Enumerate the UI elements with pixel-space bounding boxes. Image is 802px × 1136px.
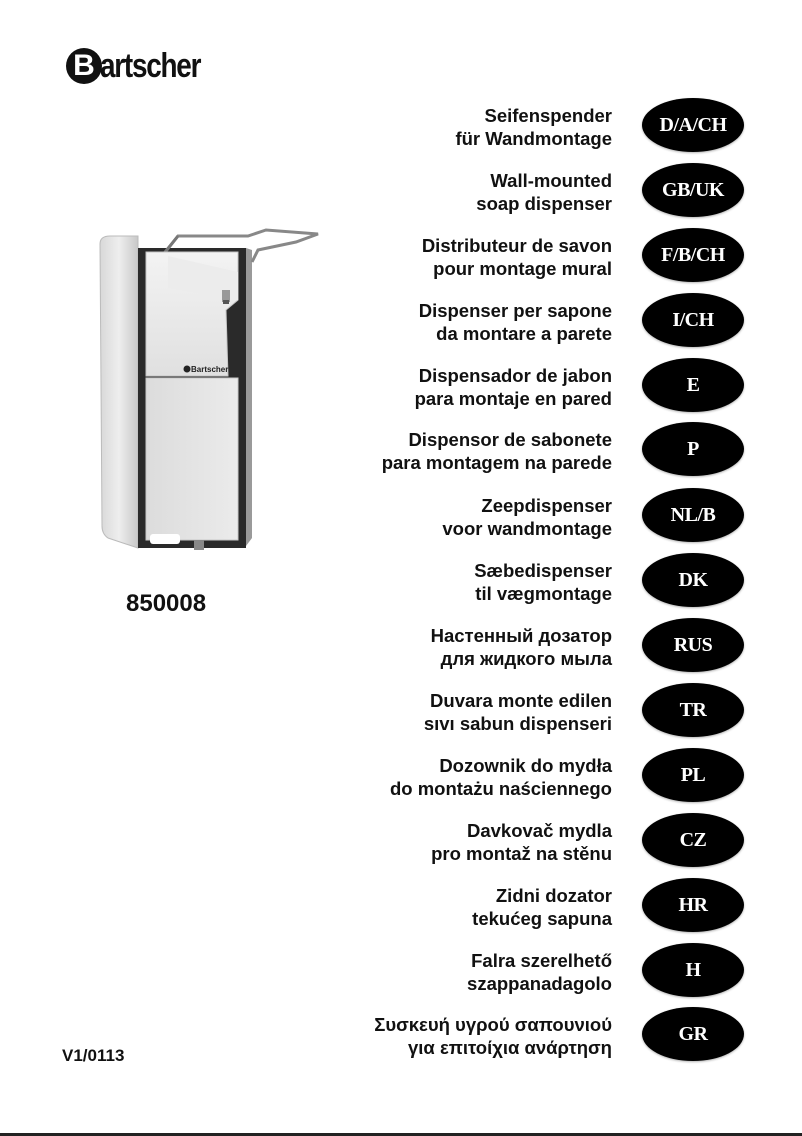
language-row-cz <box>332 813 802 873</box>
language-title: Συσκευή υγρού σαπουνιού για επιτοίχια ανάρτηση <box>374 1014 612 1058</box>
language-badge: CZ <box>642 813 744 867</box>
language-title: Dozownik do mydła do montażu naściennego <box>389 755 612 799</box>
language-badge: D/A/CH <box>642 98 744 152</box>
language-badge: I/CH <box>642 293 744 347</box>
language-row-tr <box>332 683 802 743</box>
language-badge: DK <box>642 553 744 607</box>
logo-b-emblem: B <box>66 48 102 84</box>
language-row-de <box>332 98 802 158</box>
language-title: Wall-mounted soap dispenser <box>476 170 612 214</box>
language-badge: HR <box>642 878 744 932</box>
language-title: Duvara monte edilen sıvı sabun dispenseri <box>423 690 612 734</box>
language-title: Seifenspender für Wandmontage <box>455 105 612 149</box>
version-label: V1/0113 <box>62 1046 125 1065</box>
language-badge: E <box>642 358 744 412</box>
language-badge: RUS <box>642 618 744 672</box>
language-badge: NL/B <box>642 488 744 542</box>
logo-wordmark: artscher <box>100 46 201 85</box>
language-title: Dispensador de jabon para montaje en pared <box>414 365 612 409</box>
language-row-nl <box>332 488 802 548</box>
language-row-es <box>332 358 802 418</box>
language-badge: TR <box>642 683 744 737</box>
language-title: Zidni dozator tekućeg sapuna <box>472 885 612 929</box>
language-row-pt <box>332 422 802 482</box>
language-row-hr <box>332 878 802 938</box>
language-title: Dispenser per sapone da montare a parete <box>418 300 612 344</box>
language-row-dk <box>332 553 802 613</box>
language-title: Sæbedispenser til vægmontage <box>474 560 612 604</box>
language-row-fr <box>332 228 802 288</box>
language-row-pl <box>332 748 802 808</box>
bartscher-logo <box>66 44 222 88</box>
language-row-gr <box>332 1007 802 1067</box>
language-title: Falra szerelhető szappanadagolo <box>467 950 612 994</box>
dispenser-logo-text: Bartscher <box>191 365 229 374</box>
language-badge: GR <box>642 1007 744 1061</box>
language-row-ru <box>332 618 802 678</box>
language-badge: PL <box>642 748 744 802</box>
language-title: Davkovač mydla pro montaž na stěnu <box>431 820 612 864</box>
product-number: 850008 <box>126 590 207 617</box>
language-row-hu <box>332 943 802 1003</box>
language-title: Настенный дозатор для жидкого мыла <box>430 625 612 669</box>
soap-dispenser-image <box>98 228 324 560</box>
language-title: Distributeur de savon pour montage mural <box>421 235 612 279</box>
language-badge: GB/UK <box>642 163 744 217</box>
language-badge: H <box>642 943 744 997</box>
language-title: Zeepdispenser voor wandmontage <box>442 495 612 539</box>
language-row-gb <box>332 163 802 223</box>
language-title: Dispensor de sabonete para montagem na parede <box>381 429 612 473</box>
language-row-it <box>332 293 802 353</box>
language-badge: P <box>642 422 744 476</box>
language-badge: F/B/CH <box>642 228 744 282</box>
